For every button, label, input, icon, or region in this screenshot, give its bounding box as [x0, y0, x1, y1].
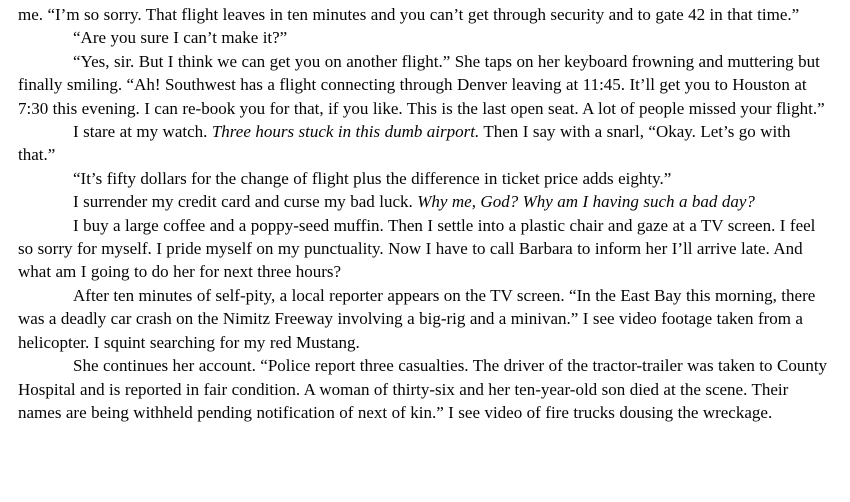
paragraph-news-report	[18, 284, 828, 354]
paragraph-surrender-credit-card	[18, 190, 828, 213]
paragraph-italic-thought: Three hours stuck in this dumb airport.	[211, 122, 480, 142]
paragraph-coffee-and-muffin	[18, 214, 828, 284]
paragraph-continuation	[18, 3, 828, 26]
paragraph-text: me. “I’m so sorry. That flight leaves in ten minutes and you can’t get through security and to gate 42 in that time.”	[18, 5, 800, 24]
paragraph-dialogue-fifty-dollars	[18, 167, 828, 190]
paragraph-text: “Are you sure I can’t make it?”	[73, 28, 288, 48]
paragraph-text: Then I say with a snarl, “Okay. Let’s go with that.”	[18, 122, 791, 165]
paragraph-stare-at-watch	[18, 120, 828, 167]
paragraph-text: I stare at my watch.	[73, 122, 212, 142]
paragraph-italic-thought: Why me, God? Why am I having such a bad day?	[417, 192, 755, 212]
paragraph-text: “Yes, sir. But I think we can get you on another flight.” She taps on her keyboard frowning and muttering but finally smiling. “Ah! Southwest has a flight connecting through Denver leaving at 11:45. It’ll get you to Houston at 7:30 this evening. I can re-book you for that, if you like. This is the last open seat. A lot of people missed your flight.”	[18, 51, 825, 118]
paragraph-text: I surrender my credit card and curse my bad luck.	[73, 192, 418, 212]
paragraph-text: After ten minutes of self-pity, a local reporter appears on the TV screen. “In the East Bay this morning, there was a deadly car crash on the Nimitz Freeway involving a big-rig and a minivan.” I see video footage taken from a helicopter. I squint searching for my red Mustang.	[18, 285, 816, 352]
paragraph-text: I buy a large coffee and a poppy-seed muffin. Then I settle into a plastic chair and gaze at a TV screen. I feel so sorry for myself. I pride myself on my punctuality. Now I have to call Barbara to inform her I’ll arrive late. And what am I going to do her for next three hours?	[18, 215, 816, 282]
paragraph-casualties-report	[18, 354, 828, 424]
paragraph-text: “It’s fifty dollars for the change of flight plus the difference in ticket price adds eighty.”	[73, 168, 672, 188]
paragraph-text: She continues her account. “Police report three casualties. The driver of the tractor-trailer was taken to County Hospital and is reported in fair condition. A woman of thirty-six and her ten-year-old son died at the scene. Their names are being withheld pending notification of next of kin.” I see video of fire trucks dousing the wreckage.	[18, 356, 828, 422]
paragraph-dialogue-are-you-sure	[18, 26, 828, 49]
paragraph-dialogue-rebooking	[18, 50, 828, 120]
